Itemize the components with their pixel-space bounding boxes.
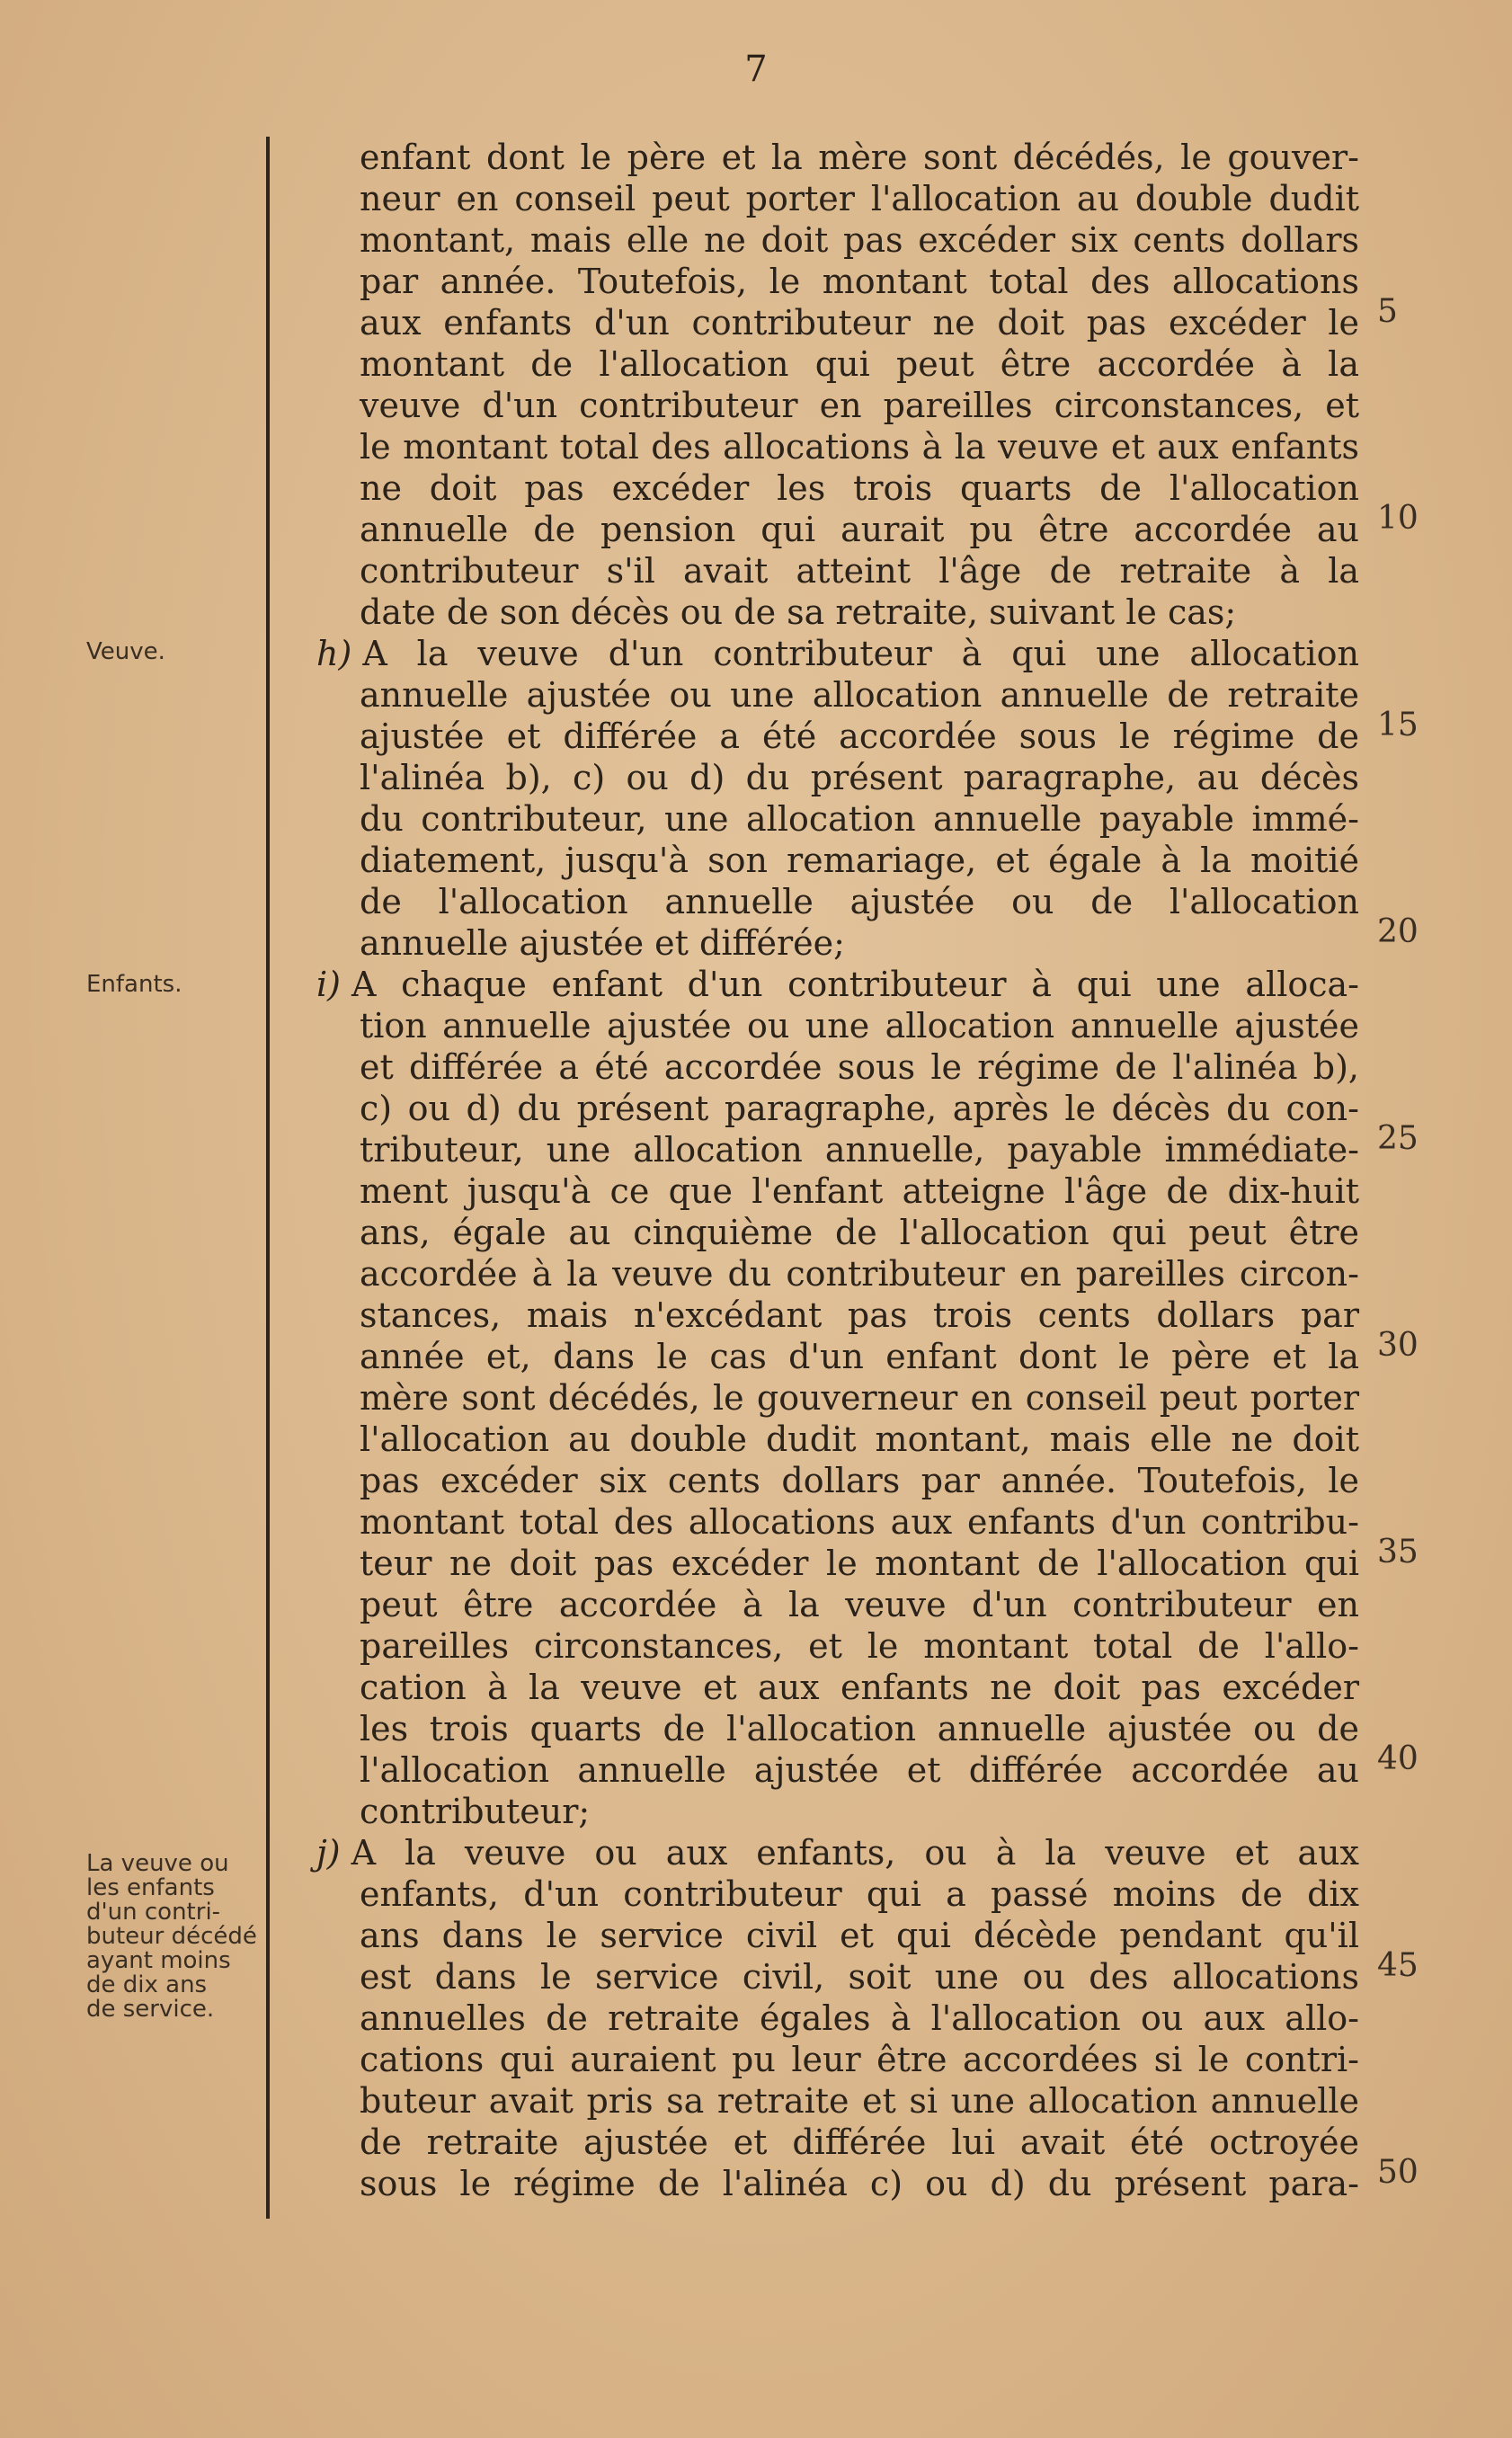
line-number: 35: [1377, 1534, 1419, 1570]
text-line: ne doit pas excéder les trois quarts de l'allocation: [360, 468, 1359, 508]
margin-note-service: [86, 1852, 266, 2022]
text-line: buteur avait pris sa retraite et si une allocation annuelle: [360, 2081, 1359, 2121]
text-line: l'allocation au double dudit montant, mais elle ne doit: [360, 1419, 1359, 1459]
text-line: peut être accordée à la veuve d'un contributeur en: [360, 1585, 1359, 1624]
text-line: accordée à la veuve du contributeur en pareilles circon-: [360, 1254, 1359, 1294]
text-line: veuve d'un contributeur en pareilles circonstances, et: [360, 386, 1359, 425]
margin-note-line: buteur décédé: [86, 1923, 257, 1950]
margin-note-line: d'un contri-: [86, 1899, 221, 1926]
line-number: 10: [1377, 500, 1419, 537]
text-line: l'allocation annuelle ajustée et différée accordée au: [360, 1750, 1359, 1790]
line-number: 20: [1377, 913, 1419, 950]
text-line: enfants, d'un contributeur qui a passé moins de dix: [360, 1874, 1359, 1914]
text-line: teur ne doit pas excéder le montant de l'allocation qui: [360, 1544, 1359, 1583]
text-line: contributeur;: [360, 1792, 591, 1831]
line-number: 50: [1377, 2154, 1419, 2191]
page-number: 7: [744, 49, 768, 90]
text-line: enfant dont le père et la mère sont décédés, le gouver-: [360, 138, 1359, 177]
text-line: A chaque enfant d'un contributeur à qui une alloca-: [351, 965, 1359, 1004]
item-h-first-line: [316, 633, 1359, 674]
text-line: est dans le service civil, soit une ou des allocations: [360, 1957, 1359, 1997]
text-line: cations qui auraient pu leur être accordées si le contri-: [360, 2040, 1359, 2079]
text-line: contributeur s'il avait atteint l'âge de retraite à la: [360, 551, 1359, 591]
text-line: l'alinéa b), c) ou d) du présent paragraphe, au décès: [360, 758, 1359, 797]
margin-note-line: La veuve ou: [86, 1850, 229, 1877]
line-number: 15: [1377, 707, 1419, 743]
text-line: aux enfants d'un contributeur ne doit pas excéder le: [360, 303, 1359, 343]
text-line: A la veuve ou aux enfants, ou à la veuve et aux: [351, 1833, 1359, 1873]
text-line: par année. Toutefois, le montant total des allocations: [360, 262, 1359, 301]
margin-note-enfants: Enfants.: [86, 971, 182, 998]
text-line: ans, égale au cinquième de l'allocation qui peut être: [360, 1213, 1359, 1252]
text-line: diatement, jusqu'à son remariage, et égale à la moitié: [360, 841, 1359, 880]
text-line: annuelles de retraite égales à l'allocation ou aux allo-: [360, 1998, 1359, 2038]
line-number: 25: [1377, 1120, 1419, 1157]
text-line: A la veuve d'un contributeur à qui une allocation: [362, 634, 1359, 673]
text-line: pas excéder six cents dollars par année. Toutefois, le: [360, 1461, 1359, 1500]
text-line: mère sont décédés, le gouverneur en conseil peut porter: [360, 1378, 1359, 1418]
text-line: les trois quarts de l'allocation annuelle ajustée ou de: [360, 1709, 1359, 1748]
margin-rule: [266, 137, 270, 2219]
text-line: sous le régime de l'alinéa c) ou d) du présent para-: [360, 2164, 1359, 2203]
margin-note-line: de dix ans: [86, 1971, 208, 1998]
text-line: montant total des allocations aux enfants d'un contribu-: [360, 1502, 1359, 1542]
text-line: montant de l'allocation qui peut être accordée à la: [360, 344, 1359, 384]
margin-note-line: ayant moins: [86, 1947, 231, 1974]
text-line: c) ou d) du présent paragraphe, après le décès du con-: [360, 1089, 1359, 1128]
text-line: neur en conseil peut porter l'allocation au double dudit: [360, 179, 1359, 218]
text-line: de retraite ajustée et différée lui avait été octroyée: [360, 2122, 1359, 2162]
text-line: annuelle ajustée ou une allocation annuelle de retraite: [360, 675, 1359, 715]
text-line: montant, mais elle ne doit pas excéder six cents dollars: [360, 220, 1359, 260]
item-j-first-line: [316, 1832, 1359, 1873]
text-line: de l'allocation annuelle ajustée ou de l'allocation: [360, 882, 1359, 921]
text-line: stances, mais n'excédant pas trois cents dollars par: [360, 1295, 1359, 1335]
item-label-i: i): [316, 965, 341, 1004]
text-line: ajustée et différée a été accordée sous le régime de: [360, 716, 1359, 756]
margin-note-line: de service.: [86, 1996, 215, 2023]
text-line: tributeur, une allocation annuelle, payable immédiate-: [360, 1130, 1359, 1170]
text-line: ment jusqu'à ce que l'enfant atteigne l'âge de dix-huit: [360, 1171, 1359, 1211]
text-line: annuelle de pension qui aurait pu être accordée au: [360, 510, 1359, 549]
line-number: 40: [1377, 1740, 1419, 1777]
text-line: cation à la veuve et aux enfants ne doit pas excéder: [360, 1668, 1359, 1707]
item-label-j: j): [316, 1833, 341, 1873]
text-line: annuelle ajustée et différée;: [360, 923, 845, 963]
text-line: du contributeur, une allocation annuelle payable immé-: [360, 799, 1359, 839]
text-line: le montant total des allocations à la veuve et aux enfants: [360, 427, 1359, 467]
text-line: tion annuelle ajustée ou une allocation annuelle ajustée: [360, 1006, 1359, 1045]
line-number: 45: [1377, 1947, 1419, 1984]
text-line: et différée a été accordée sous le régime de l'alinéa b),: [360, 1047, 1359, 1087]
line-number: 5: [1377, 293, 1398, 330]
margin-note-line: les enfants: [86, 1874, 215, 1901]
text-line: année et, dans le cas d'un enfant dont le père et la: [360, 1337, 1359, 1376]
line-number: 30: [1377, 1327, 1419, 1364]
item-i-first-line: [316, 964, 1359, 1005]
item-label-h: h): [316, 634, 352, 673]
text-line: ans dans le service civil et qui décède pendant qu'il: [360, 1916, 1359, 1955]
margin-note-veuve: Veuve.: [86, 638, 165, 665]
text-line: date de son décès ou de sa retraite, suivant le cas;: [360, 592, 1237, 632]
text-line: pareilles circonstances, et le montant total de l'allo-: [360, 1626, 1359, 1666]
